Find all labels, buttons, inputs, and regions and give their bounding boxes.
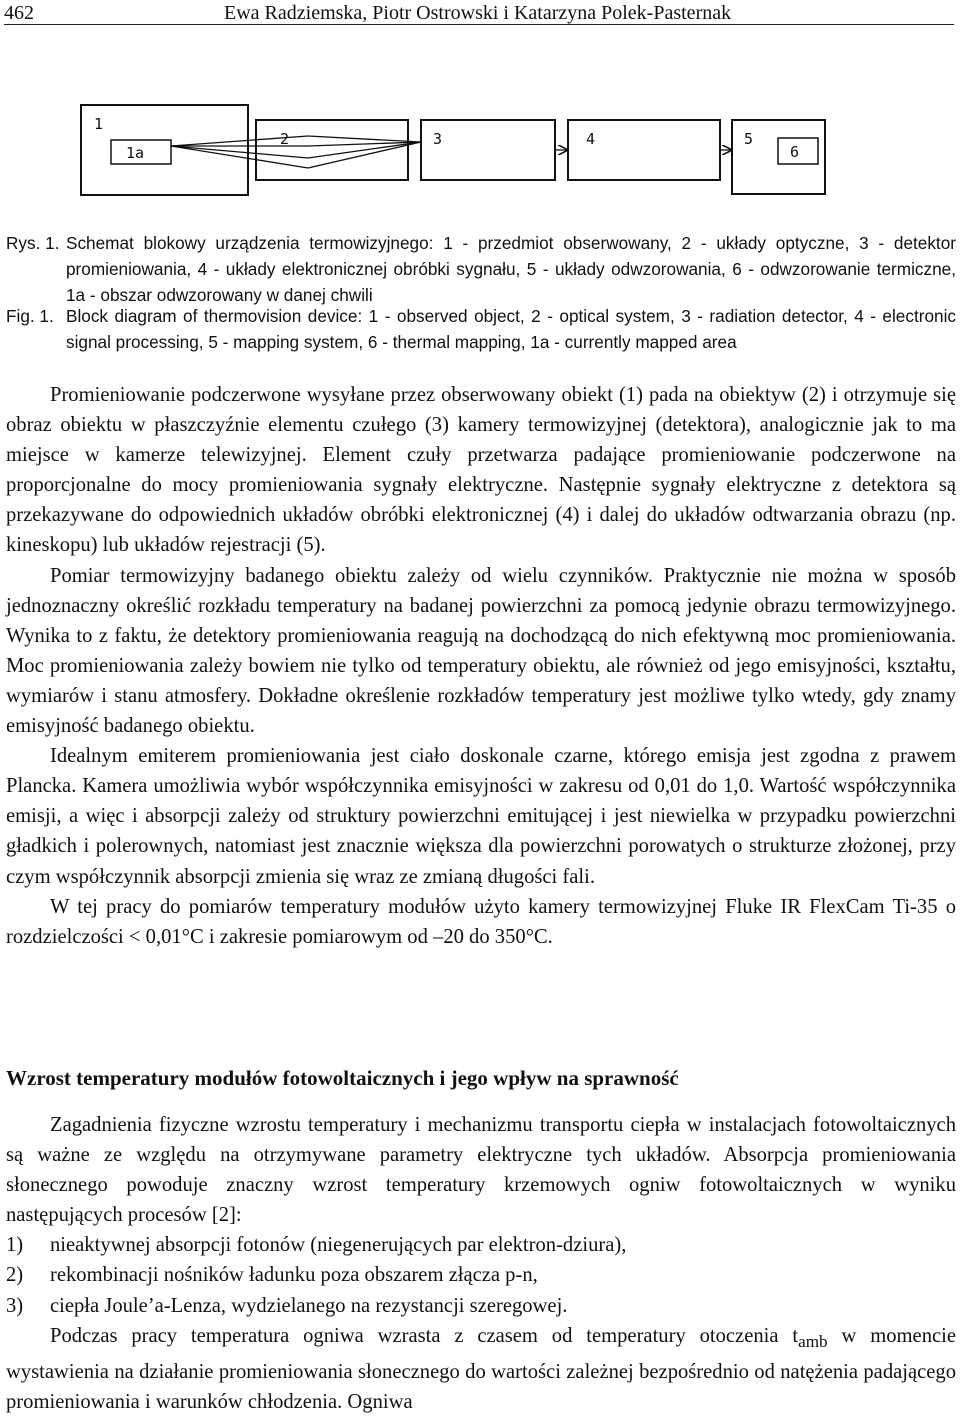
list-item <box>6 1291 956 1321</box>
list-number: 2) <box>6 1264 24 1287</box>
figure-caption-pl <box>6 230 956 308</box>
figure-caption-en <box>6 303 956 355</box>
diagram-label-5: 5 <box>744 130 754 148</box>
list-number: 3) <box>6 1294 24 1317</box>
paragraph-text-end: w momencie wystawienia na działanie promieniowania słonecznego do wartości zależnej bezpośrednio od natężenia padającego promieniowania i warunków chłodzenia. Ogniwa <box>6 1324 956 1413</box>
list-text: nieaktywnej absorpcji fotonów (niegenerujących par elektron-dziura), <box>50 1234 627 1257</box>
block-diagram <box>78 102 828 198</box>
paragraph: W tej pracy do pomiarów temperatury modułów użyto kamery termowizyjnej Fluke IR FlexCam Ti-35 o rozdzielczości < 0,01°C i zakresie pomiarowym od –20 do 350°C. <box>6 895 956 948</box>
diagram-label-3: 3 <box>433 130 443 148</box>
paragraph <box>6 1321 956 1417</box>
diagram-label-1a: 1a <box>126 144 145 162</box>
diagram-label-1: 1 <box>94 115 104 133</box>
paragraph: Idealnym emiterem promieniowania jest ciało doskonale czarne, którego emisja jest zgodna z prawem Plancka. Kamera umożliwia wybór współczynnika emisyjności w zakresu od 0,01 do 1,0. Wartość współczynnika emisji, a więc i absorpcji zależy od struktury powierzchni emitującej i jest niewielka w przypadku powierzchni gładkich i polerownych, natomiast jest znacznie większa dla powierzchni porowatych o strukturze złożonej, przy czym współczynnik absorpcji zmienia się wraz ze zmianą długości fali. <box>6 745 956 888</box>
subscript-amb: amb <box>798 1331 828 1351</box>
caption-label: Rys. 1. <box>6 233 60 253</box>
diagram-label-2: 2 <box>280 130 290 148</box>
list-number: 1) <box>6 1234 24 1257</box>
body-text-section-1 <box>6 380 956 952</box>
diagram-block-3 <box>421 120 555 180</box>
section-heading: Wzrost temperatury modułów fotowoltaicznych i jego wpływ na sprawność <box>6 1066 679 1090</box>
header-authors: Ewa Radziemska, Piotr Ostrowski i Katarzyna Polek-Pasternak <box>224 2 732 24</box>
diagram-label-6: 6 <box>790 143 800 161</box>
paragraph-text-start: Podczas pracy temperatura ogniwa wzrasta z czasem od temperatury otoczenia t <box>50 1324 799 1347</box>
list-text: ciepła Joule’a-Lenza, wydzielanego na rezystancji szeregowej. <box>50 1294 568 1317</box>
caption-text: Block diagram of thermovision device: 1 - observed object, 2 - optical system, 3 - radiation detector, 4 - electronic signal processing, 5 - mapping system, 6 - thermal mapping, 1a - currently mapped area <box>66 306 956 352</box>
list-item <box>6 1260 956 1290</box>
list-item <box>6 1230 956 1260</box>
caption-text: Schemat blokowy urządzenia termowizyjnego: 1 - przedmiot obserwowany, 2 - układy optyczne, 3 - detektor promieniowania, 4 - układy elektronicznej obróbki sygnału, 5 - układy odwzorowania, 6 - odwzorowanie termiczne, 1a - obszar odwzorowany w danej chwili <box>66 233 956 305</box>
list-text: rekombinacji nośników ładunku poza obszarem złącza p-n, <box>50 1264 538 1287</box>
body-text-section-2 <box>6 1110 956 1417</box>
caption-label: Fig. 1. <box>6 306 54 326</box>
paragraph: Promieniowanie podczerwone wysyłane przez obserwowany obiekt (1) pada na obiektyw (2) i otrzymuje się obraz obiektu w płaszczyźnie elementu czułego (3) kamery termowizyjnej (detektora), analogicznie jak to ma miejsce w kamerze telewizyjnej. Element czuły przetwarza padające promieniowanie podczerwone na proporcjonalne do mocy promieniowania sygnały elektryczne. Następnie sygnały elektryczne z detektora są przekazywane do odpowiednich układów obróbki elektronicznej (4) i dalej do układów odtwarzania obrazu (np. kineskopu) lub układów rejestracji (5). <box>6 384 956 557</box>
running-header <box>4 2 954 25</box>
page-number: 462 <box>4 2 34 24</box>
paragraph: Zagadnienia fizyczne wzrostu temperatury i mechanizmu transportu ciepła w instalacjach fotowoltaicznych są ważne ze względu na otrzymywane parametry elektryczne tych układów. Absorpcja promieniowania słonecznego powoduje znaczny wzrost temperatury krzemowych ogniw fotowoltaicznych w wyniku następujących procesów [2]: <box>6 1114 956 1227</box>
diagram-label-4: 4 <box>586 130 596 148</box>
paragraph: Pomiar termowizyjny badanego obiektu zależy od wielu czynników. Praktycznie nie można w sposób jednoznaczny określić rozkładu temperatury na badanej powierzchni za pomocą jedynie obrazu termowizyjnego. Wynika to z faktu, że detektory promieniowania reagują na dochodzącą do nich efektywną moc promieniowania. Moc promieniowania zależy bowiem nie tylko od temperatury obiektu, ale również od jego emisyjności, kształtu, wymiarów i stanu atmosfery. Dokładne określenie rozkładów temperatury jest możliwe tylko wtedy, gdy znamy emisyjność badanego obiektu. <box>6 564 956 738</box>
diagram-block-4 <box>568 120 720 180</box>
